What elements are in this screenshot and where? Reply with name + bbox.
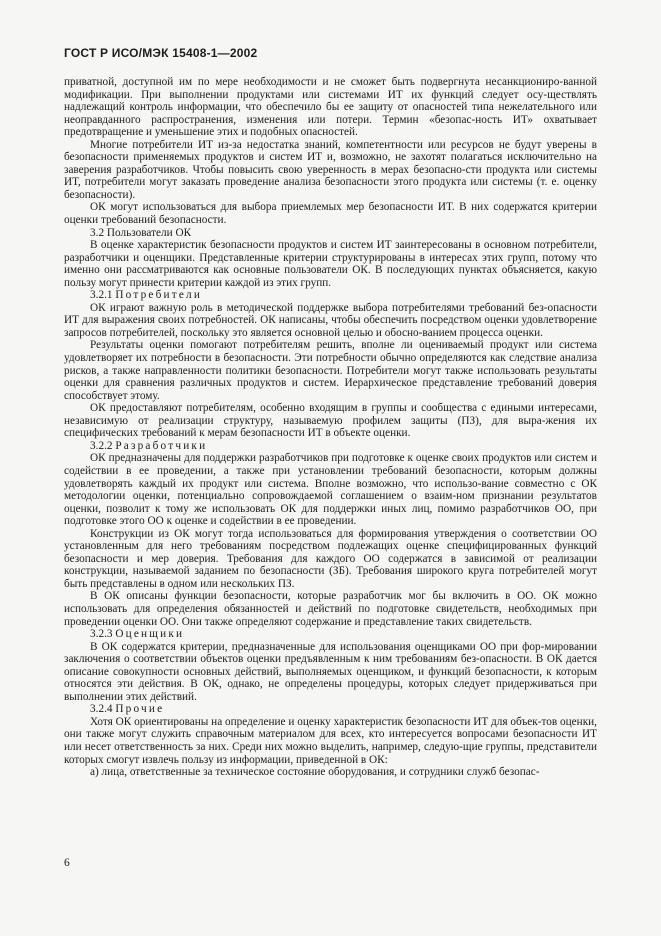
- section-number: 3.2.2: [90, 439, 113, 452]
- paragraph: Хотя ОК ориентированы на определение и оценку характеристик безопасности ИТ для объек-тов оценки, они также могут служить справочным материалом для всех, кто интересуется вопросами безопасности ИТ или несет ответственность за них. Среди них можно выделить, например, следую-щие группы, представители которых смогут извлечь пользу из информации, приведенной в ОК:: [64, 715, 597, 766]
- paragraph: Конструкции из ОК могут тогда использоваться для формирования утверждения о соответствии ОО установленным для него требованиям посредством подлежащих оценке специфицированных функций безопасности и мер доверия. Требования для каждого ОО содержатся в зависимой от реализации конструкции, называемой заданием по безопасности (ЗБ). Требования широкого круга потребителей могут быть представлены в одном или нескольких ПЗ.: [64, 527, 597, 590]
- section-heading: [64, 703, 597, 716]
- section-title: Прочие: [115, 703, 165, 716]
- section-number: 3.2.3: [90, 628, 113, 641]
- document-header: ГОСТ Р ИСО/МЭК 15408-1—2002: [64, 46, 258, 60]
- section-title: Потребители: [115, 289, 203, 302]
- page-number: 6: [64, 857, 70, 869]
- paragraph: В ОК содержатся критерии, предназначенные для использования оценщиками ОО при фор-мировании заключения о соответствии объектов оценки предъявленным к ним требованиям без-опасности. В ОК дается описание совокупности основных действий, выполняемых оценщиком, и функций безопасности, к которым относятся эти действия. В ОК, однако, не определены процедуры, которых следует придерживаться при выполнении этих действий.: [64, 640, 597, 703]
- section-heading: [64, 440, 597, 453]
- document-body: [64, 76, 597, 779]
- paragraph: В ОК описаны функции безопасности, которые разработчик мог бы включить в ОО. ОК можно использовать для определения обязанностей и действий по подготовке свидетельств, необходимых при проведении оценки ОО. Они также определяют содержание и представление таких свидетельств.: [64, 590, 597, 628]
- section-title: Разработчики: [115, 439, 208, 452]
- paragraph: В оценке характеристик безопасности продуктов и систем ИТ заинтересованы в основном потребители, разработчики и оценщики. Представленные критерии структурированы в интересах этих групп, потому что именно они рассматриваются как основные пользователи ОК. В последующих пунктах объясняется, какую пользу могут принести критерии каждой из этих групп.: [64, 239, 597, 289]
- paragraph: приватной, доступной им по мере необходимости и не сможет быть подвергнута несанкциониро-ванной модификации. При выполнении продуктами или системами ИТ их функций следует осу-ществлять надлежащий контроль информации, что обеспечило бы ее защиту от опасностей типа нежелательного или неоправданного распространения, изменения или потери. Термин «безопас-ность ИТ» охватывает предотвращение и уменьшение этих и подобных опасностей.: [64, 76, 597, 139]
- paragraph: Многие потребители ИТ из-за недостатка знаний, компетентности или ресурсов не будут уверены в безопасности применяемых продуктов и систем ИТ и, возможно, не захотят полагаться исключительно на заверения разработчиков. Чтобы повысить свою уверенность в мерах безопасно-сти продукта или системы ИТ, потребители могут заказать проведение анализа безопасности этого продукта или системы (т. е. оценку безопасности).: [64, 138, 597, 201]
- paragraph: Результаты оценки помогают потребителям решить, вполне ли оцениваемый продукт или система удовлетворяет их потребности в безопасности. Эти потребности обычно определяются как следствие анализа рисков, а также направленности политики безопасности. Потребители могут также использовать результаты оценки для сравнения различных продуктов и систем. Иерархическое представление требований доверия способствует этому.: [64, 339, 597, 402]
- section-number: 3.2.1: [90, 289, 113, 302]
- paragraph: ОК предназначены для поддержки разработчиков при подготовке к оценке своих продуктов или систем и содействии в ее проведении, а также при установлении требований безопасности, которым должны удовлетворять каждый их продукт или система. Вполне возможно, что использо-вание совместно с ОК методологии оценки, потенциально сопровождаемой соглашением о взаим-ном признании результатов оценки, позволит к тому же использовать ОК для поддержки иных лиц, помимо разработчиков ОО, при подготовке этого ОО к оценке и содействии в ее проведении.: [64, 452, 597, 528]
- section-number: 3.2.4: [90, 703, 113, 716]
- paragraph: ОК предоставляют потребителям, особенно входящим в группы и сообщества с едиными интересами, независимую от реализации структуру, называемую профилем защиты (ПЗ), для выра-жения их специфических требований к мерам безопасности ИТ в объекте оценки.: [64, 402, 597, 440]
- paragraph: а) лица, ответственные за техническое состояние оборудования, и сотрудники служб безопас-: [90, 766, 540, 779]
- paragraph: ОК играют важную роль в методической поддержке выбора потребителями требований без-опасности ИТ для выражения своих потребностей. ОК написаны, чтобы обеспечить посредством оценки удовлетворение запросов потребителей, поскольку это является основной целью и обосно-ванием процесса оценки.: [64, 301, 597, 339]
- paragraph: ОК могут использоваться для выбора приемлемых мер безопасности ИТ. В них содержатся критерии оценки требований безопасности.: [64, 201, 597, 227]
- section-heading: [64, 289, 597, 302]
- section-number: 3.2: [90, 226, 105, 239]
- section-title: Пользователи ОК: [106, 226, 192, 239]
- section-heading: [64, 628, 597, 641]
- section-title: Оценщики: [115, 628, 185, 641]
- section-heading: [64, 227, 597, 240]
